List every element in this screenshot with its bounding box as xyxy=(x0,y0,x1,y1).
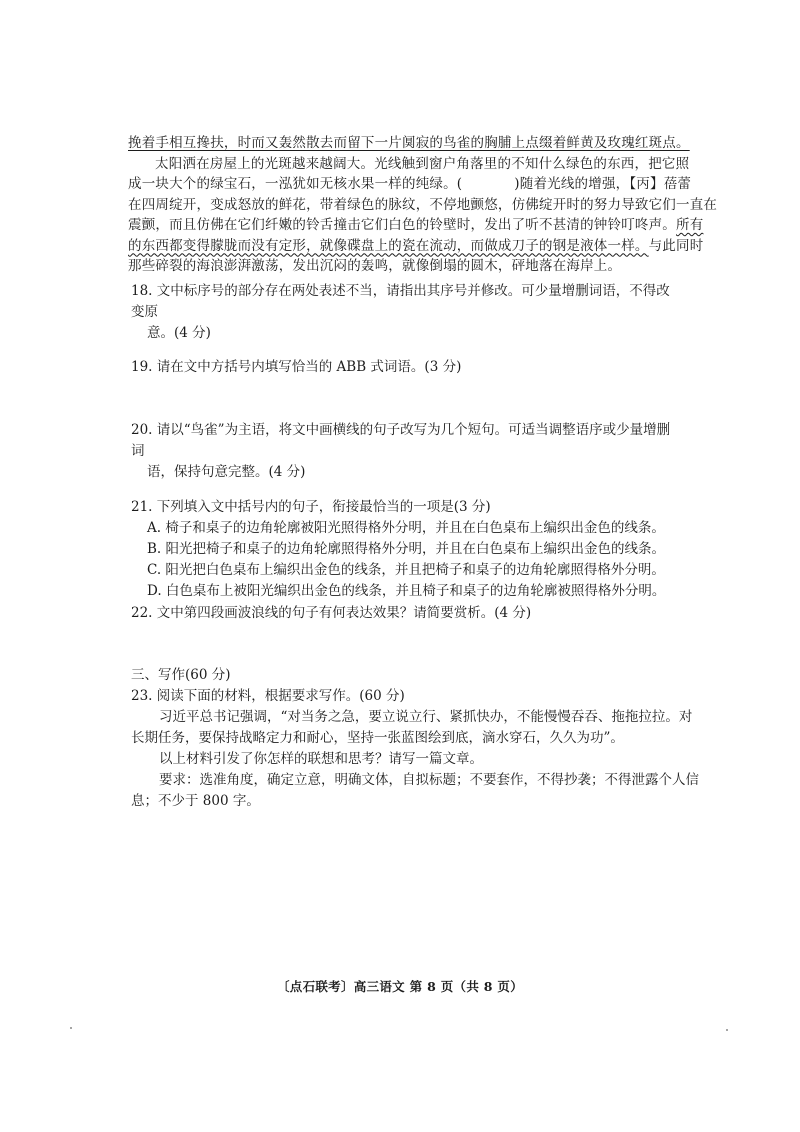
passage-line-3: 成一块大个的绿宝石，一泓犹如无核水果一样的纯绿。( )随着光线的增强，【丙】蓓蕾 xyxy=(128,176,692,192)
question-20-text: 20. 请以“鸟雀”为主语，将文中画横线的句子改写为几个短句。可适当调整语序或少量增删词 xyxy=(131,422,671,459)
passage-line-1 xyxy=(128,133,690,154)
question-22 xyxy=(131,603,676,624)
material-line-1: 习近平总书记强调，“对当务之急，要立说立行、紧抓快办，不能慢慢吞吞、拖拖拉拉。对 xyxy=(159,709,693,725)
question-19 xyxy=(131,357,676,378)
question-19-text: 19. 请在文中方括号内填写恰当的 ABB 式词语。(3 分) xyxy=(131,359,462,375)
question-22-text: 22. 文中第四段画波浪线的句子有何表达效果？请简要赏析。(4 分) xyxy=(131,605,532,621)
scan-speck xyxy=(70,1027,72,1029)
wavy-underlined-sentence-start: 所有 xyxy=(676,217,704,233)
material-line-2: 长期任务，要保持战略定力和耐心，坚持一张蓝图绘到底，滴水穿石，久久为功”。 xyxy=(131,730,624,746)
requirements-line-1: 要求：选准角度，确定立意，明确文体，自拟标题；不要套作，不得抄袭；不得泄露个人信 xyxy=(159,772,699,788)
scan-speck xyxy=(726,1029,728,1031)
writing-prompt: 以上材料引发了你怎样的联想和思考？请写一篇文章。 xyxy=(159,751,483,767)
passage-line-2: 太阳洒在房屋上的光斑越来越阔大。光线触到窗户角落里的不知什么绿色的东西，把它照 xyxy=(155,155,690,172)
passage-line-6: 的东西都变得朦胧而没有定形，就像碟盘上的瓷在流动，而做成刀子的钢是液体一样。与此同时 xyxy=(128,237,704,254)
option-a: A. 椅子和桌子的边角轮廓被阳光照得格外分明，并且在白色桌布上编织出金色的线条。 xyxy=(147,520,665,536)
section-heading: 三、写作(60 分) xyxy=(131,667,231,683)
passage-line-7: 那些碎裂的海浪澎湃激荡，发出沉闷的轰鸣，就像倒塌的圆木，砰地落在海岸上。 xyxy=(128,258,622,274)
passage-line-5: 震颤，而且仿佛在它们纤嫩的铃舌撞击它们白色的铃壁时，发出了听不甚清的钟铃叮咚声。所有 xyxy=(128,217,704,233)
question-18-cont: 意。(4 分) xyxy=(147,325,211,341)
underlined-sentence-end: 挽着手相互搀扶，时而又轰然散去而留下一片阒寂的鸟雀的胸脯上点缀着鲜黄及玫瑰红斑点。 xyxy=(128,135,690,151)
option-d: D. 白色桌布上被阳光编织出金色的线条，并且椅子和桌子的边角轮廓被照得格外分明。 xyxy=(147,583,666,599)
page-footer: 〔点石联考〕高三语文 第 8 页（共 8 页） xyxy=(276,979,524,994)
writing-section xyxy=(131,665,699,812)
option-c: C. 阳光把白色桌布上编织出金色的线条，并且把椅子和桌子的边角轮廓照得格外分明。 xyxy=(147,562,665,578)
passage-line-4: 在四周绽开，变成怒放的鲜花，带着绿色的脉纹，不停地颤悠，仿佛绽开时的努力导致它们一直在 xyxy=(128,196,718,213)
reading-passage xyxy=(128,133,718,277)
question-23-text: 23. 阅读下面的材料，根据要求写作。(60 分) xyxy=(131,688,405,704)
question-18-text: 18. 文中标序号的部分存在两处表述不当，请指出其序号并修改。可少量增删词语，不得改变原 xyxy=(131,283,670,320)
requirements-line-2: 息；不少于 800 字。 xyxy=(131,793,260,809)
wavy-underlined-sentence: 的东西都变得朦胧而没有定形，就像碟盘上的瓷在流动，而做成刀子的钢是液体一样。 xyxy=(128,237,649,254)
question-18 xyxy=(131,281,676,344)
question-21 xyxy=(131,497,676,602)
option-b: B. 阳光把椅子和桌子的边角轮廓照得格外分明，并且在白色桌布上编织出金色的线条。 xyxy=(147,541,666,557)
question-20-cont: 语，保持句意完整。(4 分) xyxy=(147,464,306,480)
question-20 xyxy=(131,420,676,483)
question-21-text: 21. 下列填入文中括号内的句子，衔接最恰当的一项是(3 分) xyxy=(131,499,491,515)
